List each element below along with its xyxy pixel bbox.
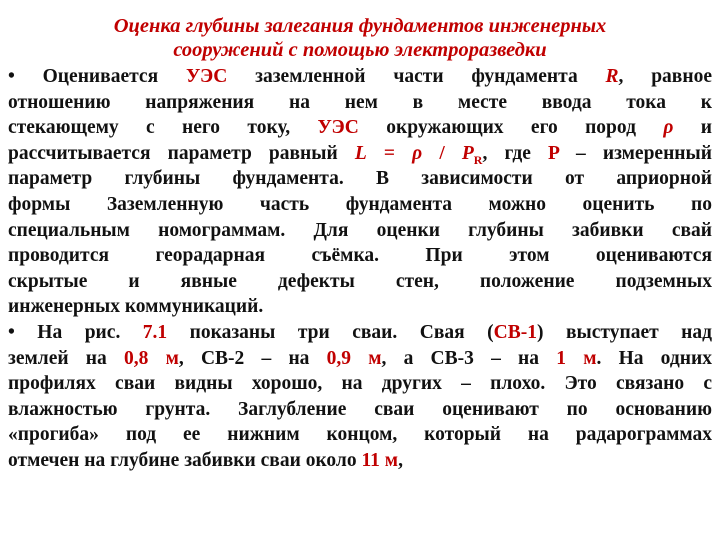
title-line-1: Оценка глубины залегания фундаментов инженерных: [113, 15, 607, 37]
title-line-2: сооружений с помощью электроразведки: [173, 39, 547, 61]
text-line: инженерных коммуникаций.: [8, 296, 264, 318]
slide-body: [8, 64, 712, 474]
text-line: • Оценивается УЭС заземленной части фундамента R, равное: [8, 66, 712, 87]
text-line: отношению напряжения на нем в месте ввода тока к: [8, 91, 712, 113]
text-line: рассчитывается параметр равный $L = \rho / P_R$, где P – измеренный: [8, 142, 712, 167]
text-line: специальным номограммам. Для оценки глубины забивки свай: [8, 219, 712, 241]
text-line: землей на 0,8 м, СВ-2 – на 0,9 м, а СВ-3 – на 1 м. На одних: [8, 347, 712, 369]
text-line: проводится георадарная съёмка. При этом оцениваются: [8, 245, 712, 267]
text-line: скрытые и явные дефекты стен, положение подземных: [8, 270, 712, 292]
slide-title: [8, 14, 712, 62]
text-line: профилях сваи видны хорошо, на других – плохо. Это связано с: [8, 373, 712, 395]
text-line: отмечен на глубине забивки сваи около 11 м,: [8, 449, 403, 471]
text-line: влажностью грунта. Заглубление сваи оценивают по основанию: [8, 398, 712, 420]
text-line: параметр глубины фундамента. В зависимости от априорной: [8, 168, 712, 190]
text-line: • На рис. 7.1 показаны три сваи. Свая (СВ-1) выступает над: [8, 321, 713, 343]
text-line: стекающему с него току, УЭС окружающих его пород ρ и: [8, 117, 712, 139]
text-line: «прогиба» под ее нижним концом, который на радарограммах: [8, 424, 712, 446]
text-line: формы Заземленную часть фундамента можно оценить по: [8, 193, 712, 215]
